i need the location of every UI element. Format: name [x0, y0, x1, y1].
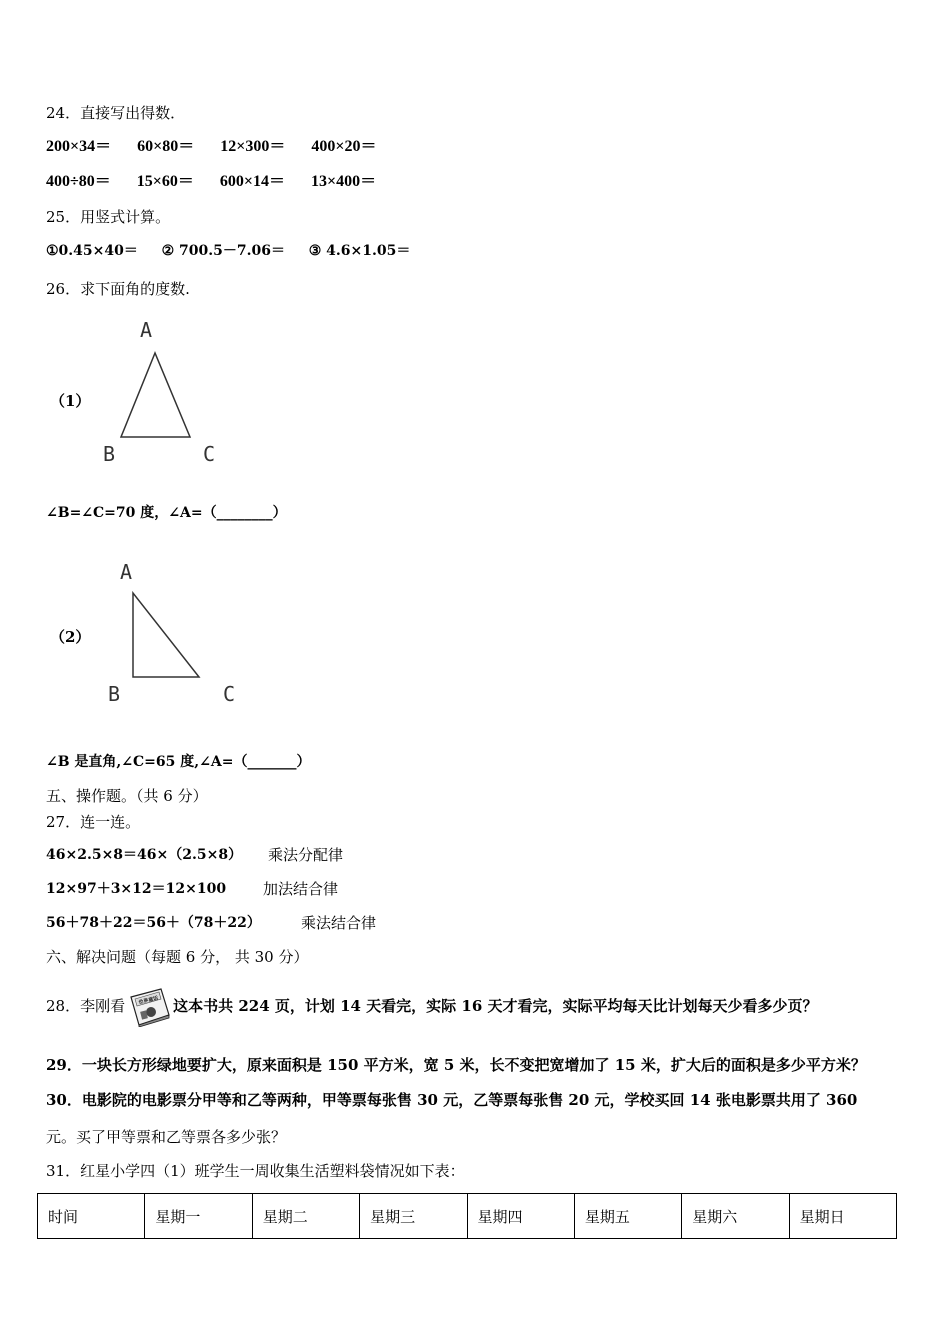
q26-fig2-label: （2）: [50, 628, 91, 646]
table-header-cell: 星期四: [467, 1194, 574, 1239]
table-header-row: [38, 1194, 897, 1239]
q25-item: ② 700.5－7.06＝: [161, 243, 285, 259]
table-header-cell: 星期二: [252, 1194, 359, 1239]
table-header-cell: 星期三: [360, 1194, 467, 1239]
vertex-label-c: C: [223, 682, 236, 706]
q24-expr: 15×60＝: [136, 173, 194, 190]
q25-item: ①0.45×40＝: [46, 243, 138, 259]
q27-title: 27．连一连。: [46, 813, 141, 831]
q24-expr: 400×20＝: [311, 138, 377, 155]
q27-law: 乘法结合律: [301, 914, 377, 932]
vertex-label-b: B: [108, 682, 121, 706]
q26-title: 26．求下面角的度数.: [46, 280, 190, 298]
q24-expr: 60×80＝: [137, 138, 195, 155]
q31-title: 31．红星小学四（1）班学生一周收集生活塑料袋情况如下表：: [46, 1162, 465, 1180]
table-header-cell: 星期五: [574, 1194, 681, 1239]
triangle-shape: [121, 353, 190, 437]
q26-fig1-question: ∠B=∠C=70 度，∠A=（________）: [46, 505, 287, 521]
q25-item: ③ 4.6×1.05＝: [308, 243, 411, 259]
q24-expr: 400÷80＝: [46, 173, 111, 190]
right-triangle-figure: [100, 557, 250, 712]
vertex-label-b: B: [103, 442, 116, 466]
q24-expr: 13×400＝: [311, 173, 377, 190]
q26-fig1-label: （1）: [50, 392, 91, 410]
q28-prefix: 28．李刚看: [46, 997, 126, 1015]
q27-expr: 46×2.5×8＝46×（2.5×8）: [46, 847, 243, 863]
q28-suffix: 这本书共 224 页，计划 14 天看完，实际 16 天才看完，实际平均每天比计划每天少看多少页？: [173, 997, 818, 1015]
section6-title: 六、解决问题（每题 6 分， 共 30 分）: [46, 948, 309, 966]
q24-expr: 600×14＝: [219, 173, 286, 190]
q24-expr: 200×34＝: [46, 138, 112, 155]
q26-fig2-question: ∠B 是直角,∠C=65 度,∠A=（_______）: [46, 754, 311, 770]
isosceles-triangle-figure: [95, 315, 235, 470]
q30-line1: 30．电影院的电影票分甲等和乙等两种，甲等票每张售 30 元，乙等票每张售 20 元，学校买回 14 张电影票共用了 360: [46, 1091, 858, 1109]
q28-text: [46, 985, 818, 1027]
q27-law: 加法结合律: [263, 880, 339, 898]
table-header-cell: 星期一: [145, 1194, 252, 1239]
book-icon: [127, 987, 171, 1027]
q24-title: 24．直接写出得数．: [46, 104, 186, 122]
table-header-cell: 星期六: [682, 1194, 789, 1239]
q24-row1: [46, 137, 377, 157]
q27-expr: 12×97＋3×12＝12×100: [46, 881, 227, 897]
table-header-cell: 时间: [38, 1194, 145, 1239]
q24-expr: 12×300＝: [220, 138, 286, 155]
plastic-bag-table: [37, 1193, 897, 1239]
vertex-label-c: C: [203, 442, 216, 466]
q25-title: 25．用竖式计算。: [46, 208, 171, 226]
section5-title: 五、操作题。（共 6 分）: [46, 787, 208, 805]
book-title: 世界童话: [138, 995, 159, 1007]
q24-row2: [46, 172, 376, 192]
vertex-label-a: A: [140, 318, 153, 342]
q27-expr: 56＋78＋22＝56＋（78＋22）: [46, 915, 261, 931]
q30-line2: 元。买了甲等票和乙等票各多少张？: [46, 1128, 287, 1146]
table-header-cell: 星期日: [789, 1194, 896, 1239]
triangle-shape: [133, 593, 199, 677]
q25-items: [46, 241, 410, 261]
vertex-label-a: A: [120, 560, 133, 584]
q29-text: 29．一块长方形绿地要扩大，原来面积是 150 平方米，宽 5 米，长不变把宽增加了 15 米，扩大后的面积是多少平方米？: [46, 1056, 866, 1074]
q27-law: 乘法分配律: [268, 846, 344, 864]
